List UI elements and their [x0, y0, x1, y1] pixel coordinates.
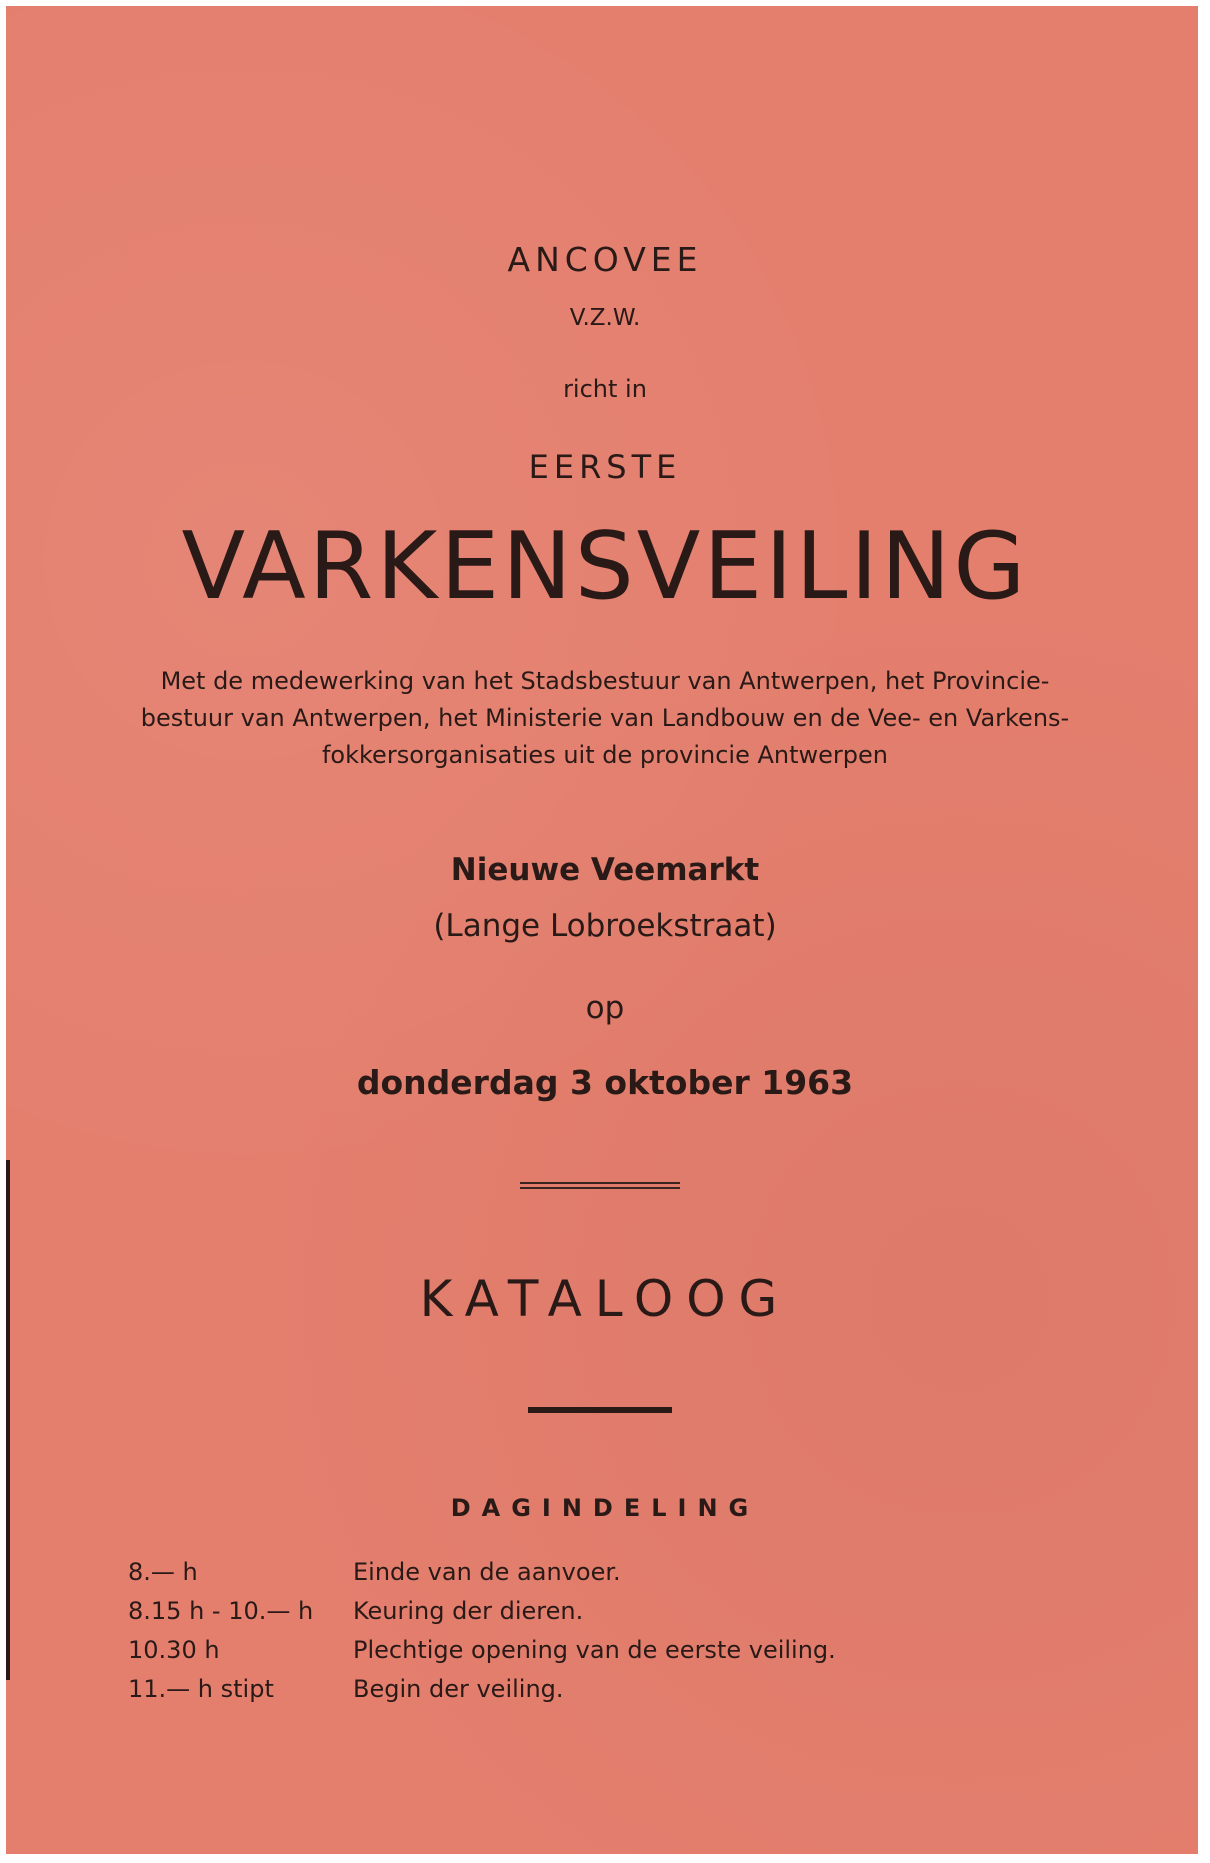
schedule-description: Keuring der dieren. — [353, 1597, 584, 1625]
schedule-row — [128, 1592, 868, 1631]
catalog-title: KATALOOG — [419, 1270, 791, 1328]
organization-name: ANCOVEE — [507, 240, 703, 279]
double-divider — [520, 1182, 680, 1189]
schedule-description: Begin der veiling. — [353, 1675, 564, 1703]
schedule-time: 11.— h stipt — [128, 1675, 274, 1703]
intro-line: bestuur van Antwerpen, het Ministerie van Landbouw en de Vee- en Varkens- — [140, 704, 1070, 732]
schedule-list — [128, 1553, 868, 1709]
binding-edge — [6, 1160, 10, 1680]
schedule-time: 8.15 h - 10.— h — [128, 1597, 314, 1625]
schedule-row — [128, 1631, 868, 1670]
on-text: op — [585, 990, 625, 1026]
schedule-description: Einde van de aanvoer. — [353, 1558, 621, 1586]
thick-divider — [528, 1407, 672, 1413]
page-title: VARKENSVEILING — [181, 512, 1029, 620]
schedule-title: DAGINDELING — [450, 1494, 760, 1522]
schedule-time: 10.30 h — [128, 1636, 220, 1664]
schedule-row — [128, 1553, 868, 1592]
ordinal-text: EERSTE — [528, 448, 682, 486]
venue-name: Nieuwe Veemarkt — [450, 852, 760, 888]
legal-form: V.Z.W. — [569, 305, 641, 331]
schedule-row — [128, 1670, 868, 1709]
intro-line: fokkersorganisaties uit de provincie Antwerpen — [321, 741, 888, 769]
intro-paragraph — [0, 663, 1210, 774]
event-date: donderdag 3 oktober 1963 — [356, 1063, 854, 1102]
intro-line: Met de medewerking van het Stadsbestuur van Antwerpen, het Provincie- — [160, 667, 1050, 695]
schedule-description: Plechtige opening van de eerste veiling. — [353, 1636, 836, 1664]
venue-street: (Lange Lobroekstraat) — [433, 908, 777, 944]
organizes-text: richt in — [563, 375, 647, 403]
schedule-time: 8.— h — [128, 1558, 198, 1586]
